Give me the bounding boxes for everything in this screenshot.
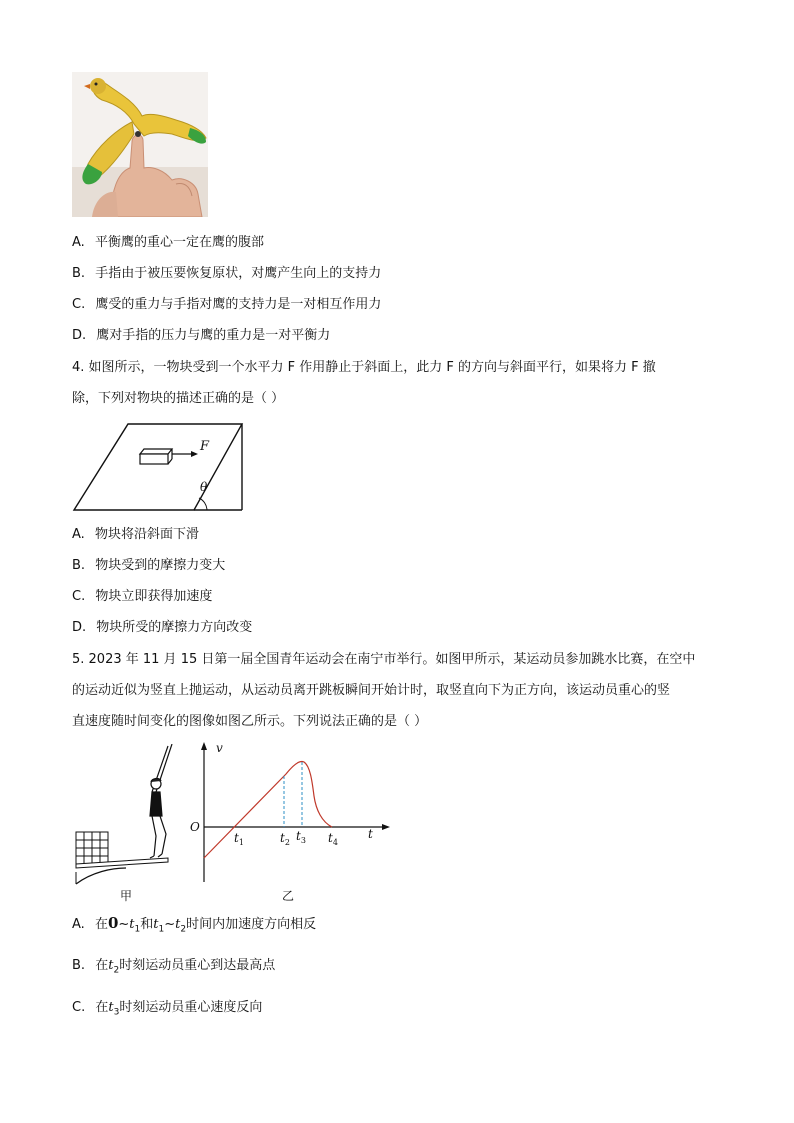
math-sub: 1: [158, 924, 165, 935]
q5-option-a: [72, 914, 316, 939]
vt-graph: [186, 740, 396, 906]
incline-top-face: [74, 424, 242, 510]
option-text: 手指由于被压要恢复原状，对鹰产生向上的支持力: [95, 266, 382, 281]
option-letter: B.: [72, 558, 86, 573]
option-letter: D.: [72, 620, 87, 635]
option-text: 物块立即获得加速度: [95, 589, 213, 604]
diver-figure: [72, 744, 182, 904]
q5-stem-line2: 的运动近似为竖直上抛运动，从运动员离开跳板瞬间开始计时，取竖直向下为正方向，该运动员重心的竖: [72, 683, 671, 698]
q3-option-b: [72, 265, 381, 283]
t-axis-label: t: [368, 827, 373, 841]
velocity-curve: [204, 762, 332, 859]
option-text: 在: [95, 958, 109, 973]
block: [140, 449, 172, 454]
math-zero: 0: [107, 914, 119, 932]
q3-option-d: [72, 327, 330, 345]
diver: [150, 744, 172, 858]
option-text: 在: [94, 917, 108, 932]
option-letter: C.: [72, 589, 86, 604]
option-text: 和: [140, 917, 154, 932]
option-text: 时刻运动员重心到达最高点: [119, 958, 276, 973]
option-letter: C.: [72, 297, 86, 312]
math-sub: 2: [113, 965, 120, 976]
option-letter: B.: [72, 266, 86, 281]
math-sub: 3: [113, 1007, 120, 1018]
figure-label-jia: 甲: [120, 889, 133, 903]
math-t: t: [153, 917, 159, 932]
tick-t3: $t_3$: [296, 829, 306, 845]
tick-t1: $t_1$: [234, 831, 244, 847]
option-text: 鹰对手指的压力与鹰的重力是一对平衡力: [96, 328, 331, 343]
q4-stem-line1: 4. 如图所示，一物块受到一个水平力 F 作用静止于斜面上，此力 F 的方向与斜面平行，如果将力 F 撤: [72, 360, 656, 375]
option-letter: A.: [72, 235, 85, 250]
v-axis-label: v: [216, 741, 223, 755]
q4-option-a: [72, 526, 199, 544]
math-t: t: [129, 917, 135, 932]
option-text: 物块将沿斜面下滑: [94, 527, 199, 542]
option-text: 在: [95, 1000, 109, 1015]
q5-stem-line1: 5. 2023 年 11 月 15 日第一届全国青年运动会在南宁市举行。如图甲所示，某运动员参加跳水比赛，在空中: [72, 652, 696, 667]
origin-label: O: [190, 820, 200, 834]
option-text: 物块受到的摩擦力变大: [95, 558, 226, 573]
math-tilde: ~: [118, 917, 130, 932]
q5-stem-line3: 直速度随时间变化的图像如图乙所示。下列说法正确的是（ ）: [72, 714, 428, 729]
platform-stack: [76, 832, 108, 864]
tick-t4: $t_4$: [328, 831, 338, 847]
q3-option-c: [72, 296, 381, 314]
option-letter: C.: [72, 1000, 86, 1015]
figure-label-yi: 乙: [282, 889, 295, 903]
incline-figure: [72, 420, 244, 512]
option-letter: A.: [72, 917, 85, 932]
math-sub: 2: [180, 924, 187, 935]
option-text: 物块所受的摩擦力方向改变: [96, 620, 253, 635]
balance-eagle-photo: [72, 72, 208, 217]
q4-option-b: [72, 557, 225, 575]
q4-option-c: [72, 588, 212, 606]
q3-option-a: [72, 234, 264, 252]
math-tilde: ~: [164, 917, 176, 932]
option-letter: B.: [72, 958, 86, 973]
option-letter: D.: [72, 328, 87, 343]
q4-stem-line2: 除，下列对物块的描述正确的是（ ）: [72, 391, 285, 406]
q5-option-b: [72, 957, 275, 980]
q5-option-c: [72, 999, 262, 1022]
math-sub: 1: [134, 924, 141, 935]
tick-t2: $t_2$: [280, 831, 290, 847]
option-text: 平衡鹰的重心一定在鹰的腹部: [94, 235, 264, 250]
math-t: t: [108, 958, 114, 973]
option-text: 鹰受的重力与手指对鹰的支持力是一对相互作用力: [95, 297, 382, 312]
force-label: F: [200, 439, 210, 454]
angle-label: θ: [200, 480, 208, 494]
math-t: t: [175, 917, 181, 932]
math-t: t: [108, 1000, 114, 1015]
option-letter: A.: [72, 527, 85, 542]
option-text: 时间内加速度方向相反: [186, 917, 317, 932]
q4-option-d: [72, 619, 252, 637]
option-text: 时刻运动员重心速度反向: [119, 1000, 263, 1015]
